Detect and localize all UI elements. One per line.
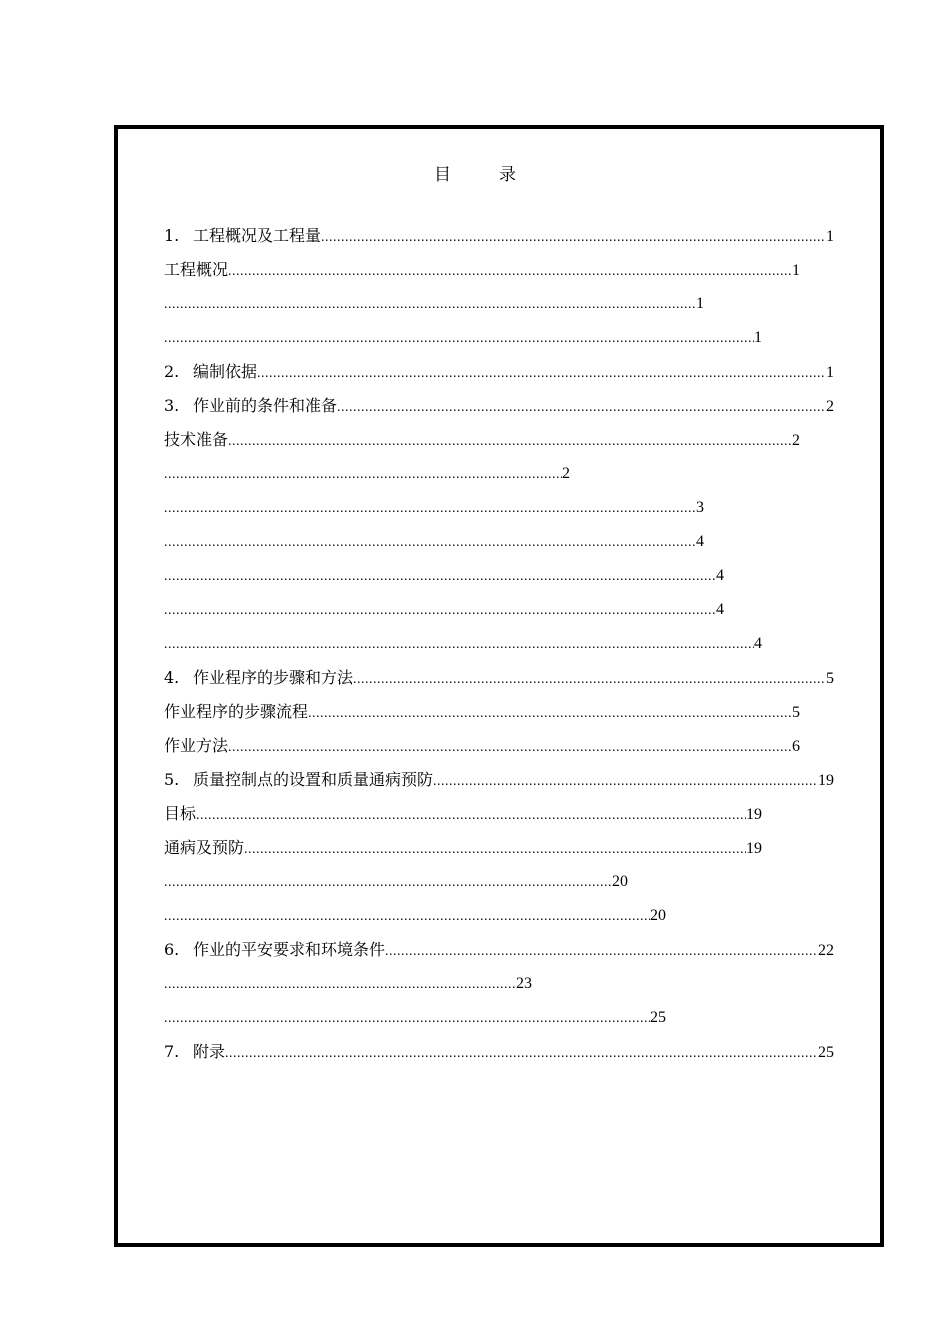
toc-dot-leader [164,495,696,523]
toc-entry-title: 作业前的条件和准备 [193,396,338,415]
toc-entry-title: 工程概况及工程量 [193,226,322,245]
toc-page-number: 1 [754,329,762,346]
toc-dot-leader [244,836,746,864]
toc-entry[interactable] [164,664,834,698]
toc-entry-title: 作业方法 [164,736,229,755]
toc-title [0,160,950,185]
toc-dot-leader [337,394,826,422]
toc-page-number: 20 [612,873,628,890]
toc-entry[interactable] [164,290,704,324]
toc-page-number: 22 [818,942,834,959]
toc-dot-leader [353,666,826,694]
toc-page-number: 20 [650,907,666,924]
toc-dot-leader [164,1005,650,1033]
toc-page-number: 2 [826,398,834,415]
toc-entry[interactable] [164,868,628,902]
toc-dot-leader [164,631,754,659]
toc-dot-leader [257,360,826,388]
toc-entry-number: 6. [164,940,180,959]
toc-page-number: 19 [746,806,762,823]
toc-page-number: 19 [746,840,762,857]
toc-entry[interactable] [164,494,704,528]
toc-entry[interactable] [164,426,800,460]
toc-entry-title: 工程概况 [164,260,229,279]
toc-dot-leader [228,734,792,762]
toc-dot-leader [433,768,818,796]
toc-page-number: 1 [792,262,800,279]
toc-entry-title: 目标 [164,804,197,823]
toc-entry[interactable] [164,392,834,426]
toc-entry-number: 1. [164,226,180,245]
toc-entry-number: 3. [164,396,180,415]
toc-entry-number: 4. [164,668,180,687]
toc-entry[interactable] [164,800,762,834]
toc-page-number: 25 [650,1009,666,1026]
toc-page-number: 5 [792,704,800,721]
toc-entry[interactable] [164,562,724,596]
toc-entry-title: 技术准备 [164,430,229,449]
toc-page-number: 2 [792,432,800,449]
toc-entry[interactable] [164,1038,834,1072]
toc-dot-leader [164,869,612,897]
toc-page-number: 4 [754,635,762,652]
toc-entry-title: 附录 [193,1042,226,1061]
toc-page-number: 6 [792,738,800,755]
toc-entry[interactable] [164,630,762,664]
toc-page-number: 19 [818,772,834,789]
toc-page-number: 1 [826,228,834,245]
toc-entry[interactable] [164,256,800,290]
toc-dot-leader [225,1040,818,1068]
table-of-contents [164,222,834,1072]
toc-dot-leader [164,597,716,625]
toc-dot-leader [164,971,516,999]
toc-entry-title: 作业的平安要求和环境条件 [193,940,386,959]
toc-entry-title: 通病及预防 [164,838,245,857]
toc-page-number: 1 [826,364,834,381]
toc-dot-leader [228,258,792,286]
toc-page-number: 1 [696,295,704,312]
toc-entry[interactable] [164,766,834,800]
toc-entry[interactable] [164,222,834,256]
toc-entry[interactable] [164,834,762,868]
toc-entry[interactable] [164,460,570,494]
toc-entry-title: 编制依据 [193,362,258,381]
toc-entry[interactable] [164,358,834,392]
toc-entry[interactable] [164,698,800,732]
toc-entry-number: 2. [164,362,180,381]
toc-page-number: 5 [826,670,834,687]
toc-dot-leader [308,700,792,728]
toc-dot-leader [164,325,754,353]
toc-dot-leader [196,802,746,830]
toc-entry[interactable] [164,1004,666,1038]
toc-entry[interactable] [164,528,704,562]
toc-entry[interactable] [164,970,532,1004]
toc-entry-title: 作业程序的步骤和方法 [193,668,354,687]
toc-entry-title: 作业程序的步骤流程 [164,702,309,721]
toc-title-char-1: 目 [434,165,451,185]
toc-page-number: 4 [696,533,704,550]
toc-dot-leader [164,563,716,591]
toc-entry[interactable] [164,902,666,936]
toc-dot-leader [164,529,696,557]
toc-dot-leader [385,938,818,966]
toc-dot-leader [164,291,696,319]
toc-page-number: 23 [516,975,532,992]
toc-entry[interactable] [164,324,762,358]
toc-title-char-2: 录 [499,165,516,185]
toc-entry[interactable] [164,732,800,766]
toc-entry[interactable] [164,936,834,970]
toc-page-number: 25 [818,1044,834,1061]
toc-dot-leader [321,224,826,252]
toc-page-number: 2 [562,465,570,482]
toc-page-number: 4 [716,601,724,618]
toc-entry-title: 质量控制点的设置和质量通病预防 [193,770,434,789]
toc-page-number: 4 [716,567,724,584]
toc-entry-number: 7. [164,1042,180,1061]
toc-entry-number: 5. [164,770,180,789]
toc-page-number: 3 [696,499,704,516]
toc-dot-leader [164,461,562,489]
toc-dot-leader [164,903,650,931]
toc-dot-leader [228,428,792,456]
toc-entry[interactable] [164,596,724,630]
